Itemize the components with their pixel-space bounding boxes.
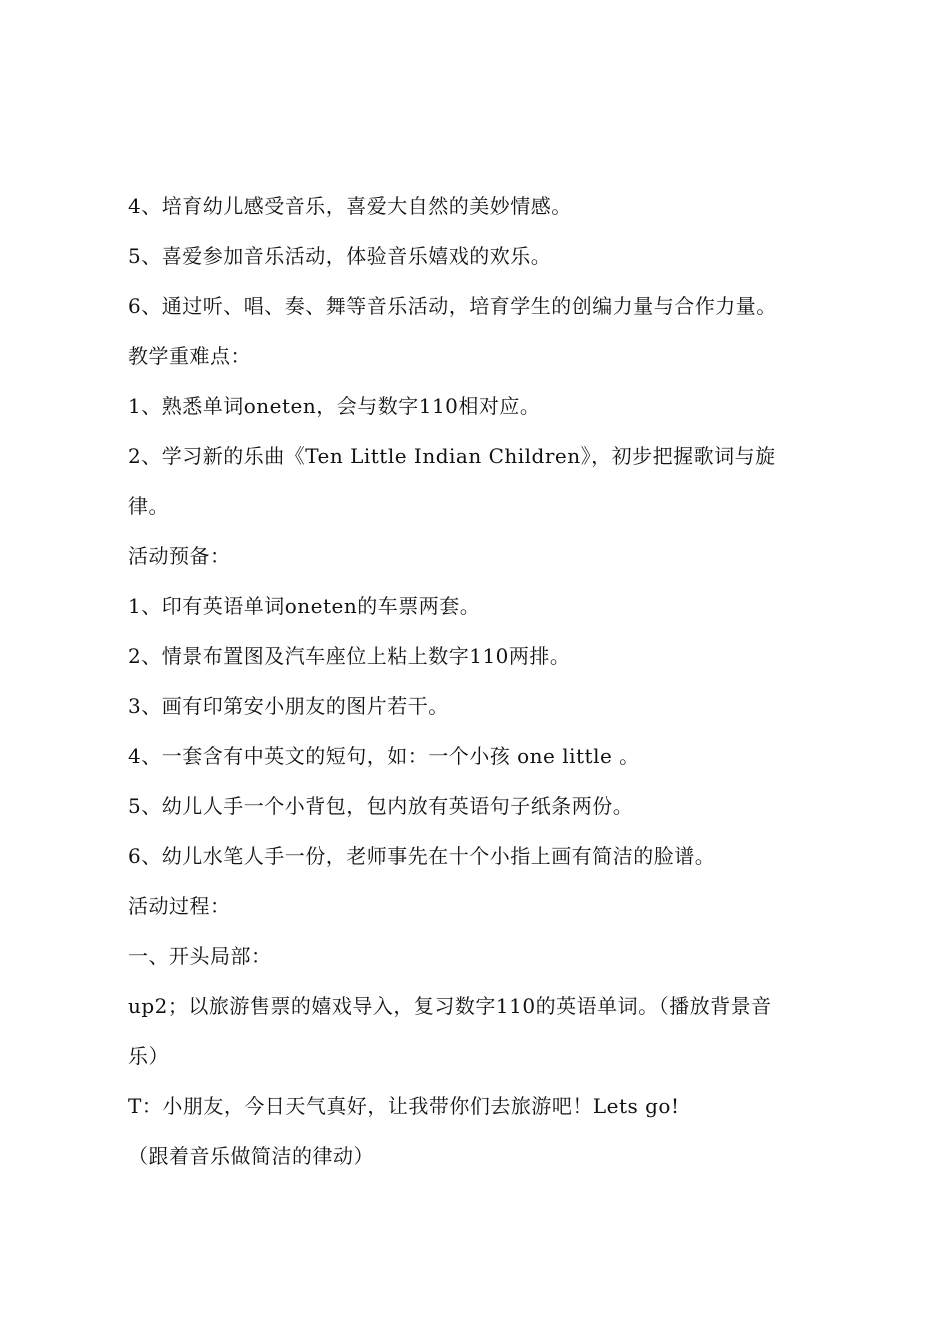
objective-5: 5、喜爱参加音乐活动，体验音乐嬉戏的欢乐。: [128, 244, 552, 268]
process-part-1-heading: 一、开头局部：: [128, 944, 272, 968]
section-heading-preparation: 活动预备：: [128, 544, 231, 568]
section-heading-key-points: 教学重难点：: [128, 344, 251, 368]
key-point-2: 2、学习新的乐曲《Ten Little Indian Children》，初步把握歌词与旋: [128, 444, 776, 468]
objective-6: 6、通过听、唱、奏、舞等音乐活动，培育学生的创编力量与合作力量。: [128, 294, 777, 318]
key-point-1: 1、熟悉单词oneten，会与数字110相对应。: [128, 394, 541, 418]
key-point-2-continued: 律。: [128, 494, 169, 518]
preparation-4: 4、一套含有中英文的短句，如：一个小孩 one little 。: [128, 744, 640, 768]
document-body: [128, 190, 838, 1188]
preparation-6: 6、幼儿水笔人手一份，老师事先在十个小指上画有简洁的脸谱。: [128, 844, 716, 868]
stage-direction: （跟着音乐做简洁的律动）: [128, 1144, 374, 1168]
process-paragraph: up2；以旅游售票的嬉戏导入，复习数字110的英语单词。（播放背景音: [128, 994, 772, 1018]
preparation-3: 3、画有印第安小朋友的图片若干。: [128, 694, 449, 718]
process-paragraph-continued: 乐）: [128, 1044, 169, 1068]
preparation-2: 2、情景布置图及汽车座位上粘上数字110两排。: [128, 644, 571, 668]
preparation-1: 1、印有英语单词oneten的车票两套。: [128, 594, 481, 618]
teacher-dialogue: T：小朋友，今日天气真好，让我带你们去旅游吧！Lets go!: [128, 1094, 680, 1118]
section-heading-process: 活动过程：: [128, 894, 231, 918]
objective-4: 4、培育幼儿感受音乐，喜爱大自然的美妙情感。: [128, 194, 572, 218]
preparation-5: 5、幼儿人手一个小背包，包内放有英语句子纸条两份。: [128, 794, 634, 818]
